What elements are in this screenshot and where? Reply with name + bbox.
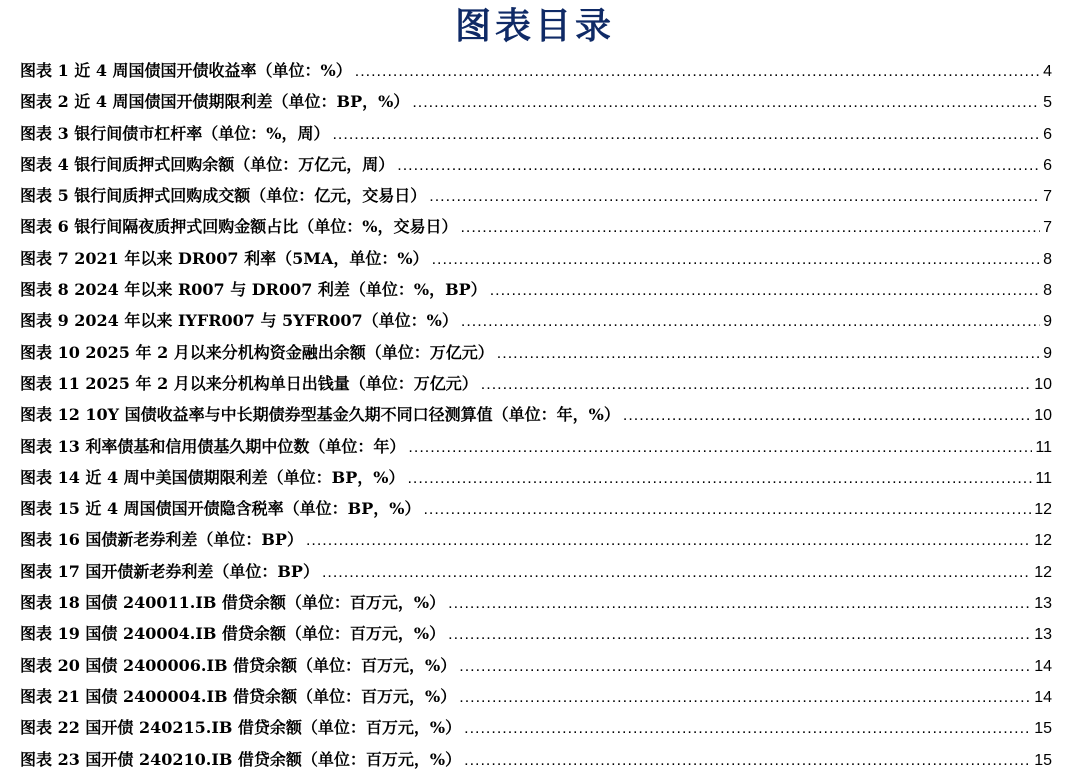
page-title: 图表目录 <box>454 5 615 47</box>
toc-entry[interactable] <box>20 653 1052 684</box>
toc-entry-page-number[interactable]: 10 <box>1034 407 1052 425</box>
toc-entry-page-number[interactable]: 15 <box>1034 720 1052 738</box>
toc-entry-page-number[interactable]: 12 <box>1034 501 1052 519</box>
toc-entry-label[interactable]: 图表 3 银行间债市杠杆率（单位：%，周） <box>20 123 330 143</box>
toc-entry-label[interactable]: 图表 2 近 4 周国债国开债期限利差（单位：BP，%） <box>20 92 410 112</box>
toc-entry-label[interactable]: 图表 23 国开债 240210.IB 借贷余额（单位：百万元，%） <box>20 749 462 769</box>
toc-entry-page-number[interactable]: 11 <box>1035 438 1052 456</box>
toc-entry[interactable] <box>20 684 1052 715</box>
toc-entry-page-number[interactable]: 14 <box>1034 657 1052 675</box>
toc-entry-label[interactable]: 图表 21 国债 2400004.IB 借贷余额（单位：百万元，%） <box>20 686 457 706</box>
dot-leader <box>355 63 1040 81</box>
toc-entry-label[interactable]: 图表 5 银行间质押式回购成交额（单位：亿元，交易日） <box>20 186 427 206</box>
toc-entry[interactable] <box>20 465 1052 496</box>
dot-leader <box>623 407 1031 425</box>
toc-entry-label[interactable]: 图表 7 2021 年以来 DR007 利率（5MA，单位：%） <box>20 248 429 268</box>
toc-entry[interactable] <box>20 58 1052 89</box>
toc-entry-page-number[interactable]: 9 <box>1043 313 1052 331</box>
toc-entry[interactable] <box>20 715 1052 746</box>
toc-entry-page-number[interactable]: 8 <box>1043 250 1052 268</box>
dot-leader <box>459 689 1031 707</box>
dot-leader <box>448 626 1031 644</box>
toc-entry-label[interactable]: 图表 4 银行间质押式回购余额（单位：万亿元，周） <box>20 154 395 174</box>
toc-entry-label[interactable]: 图表 12 10Y 国债收益率与中长期债券型基金久期不同口径测算值（单位：年，%） <box>20 405 620 425</box>
dot-leader <box>432 251 1041 269</box>
dot-leader <box>464 720 1031 738</box>
toc-entry-label[interactable]: 图表 13 利率债基和信用债基久期中位数（单位：年） <box>20 436 406 456</box>
toc-entry[interactable] <box>20 371 1052 402</box>
toc-entry-label[interactable]: 图表 6 银行间隔夜质押式回购金额占比（单位：%，交易日） <box>20 217 458 237</box>
toc-entry-page-number[interactable]: 8 <box>1043 282 1052 300</box>
dot-leader <box>397 157 1040 175</box>
dot-leader <box>448 595 1031 613</box>
toc-entry[interactable] <box>20 246 1052 277</box>
toc-entry-page-number[interactable]: 13 <box>1034 626 1052 644</box>
toc-entry-page-number[interactable]: 10 <box>1034 375 1052 393</box>
toc-entry-label[interactable]: 图表 22 国开债 240215.IB 借贷余额（单位：百万元，%） <box>20 718 462 738</box>
toc-entry[interactable] <box>20 214 1052 245</box>
toc-entry-label[interactable]: 图表 17 国开债新老券利差（单位：BP） <box>20 561 319 581</box>
toc-entry[interactable] <box>20 277 1052 308</box>
toc-entry-label[interactable]: 图表 9 2024 年以来 IYFR007 与 5YFR007（单位：%） <box>20 311 458 331</box>
toc-entry-page-number[interactable]: 12 <box>1034 532 1052 550</box>
dot-leader <box>332 126 1040 144</box>
dot-leader <box>461 313 1040 331</box>
toc-entry-label[interactable]: 图表 18 国债 240011.IB 借贷余额（单位：百万元，%） <box>20 593 446 613</box>
toc-entry[interactable] <box>20 89 1052 120</box>
toc-entry-label[interactable]: 图表 8 2024 年以来 R007 与 DR007 利差（单位：%，BP） <box>20 280 487 300</box>
toc-entry[interactable] <box>20 496 1052 527</box>
dot-leader <box>464 752 1031 770</box>
toc-entry-page-number[interactable]: 7 <box>1043 219 1052 237</box>
toc-entry-label[interactable]: 图表 10 2025 年 2 月以来分机构资金融出余额（单位：万亿元） <box>20 342 494 362</box>
dot-leader <box>490 282 1040 300</box>
toc-entry[interactable] <box>20 590 1052 621</box>
dot-leader <box>459 658 1031 676</box>
toc-entry[interactable] <box>20 340 1052 371</box>
toc-entry-page-number[interactable]: 12 <box>1034 563 1052 581</box>
dot-leader <box>481 376 1031 394</box>
toc-entry-label[interactable]: 图表 19 国债 240004.IB 借贷余额（单位：百万元，%） <box>20 624 446 644</box>
dot-leader <box>306 532 1031 550</box>
toc-entry-page-number[interactable]: 6 <box>1043 125 1052 143</box>
toc-entry-label[interactable]: 图表 11 2025 年 2 月以来分机构单日出钱量（单位：万亿元） <box>20 373 478 393</box>
toc-entry[interactable] <box>20 621 1052 652</box>
dot-leader <box>423 501 1031 519</box>
dot-leader <box>322 564 1031 582</box>
toc-entry[interactable] <box>20 121 1052 152</box>
toc-entry-page-number[interactable]: 4 <box>1043 63 1052 80</box>
toc-entry-page-number[interactable]: 11 <box>1035 469 1052 487</box>
dot-leader <box>408 439 1032 457</box>
toc-entry-page-number[interactable]: 15 <box>1034 751 1052 769</box>
toc-entry-page-number[interactable]: 13 <box>1034 595 1052 613</box>
toc-entry-page-number[interactable]: 9 <box>1043 344 1052 362</box>
toc-entry-page-number[interactable]: 7 <box>1043 188 1052 206</box>
dot-leader <box>412 94 1040 112</box>
toc-entry-page-number[interactable]: 14 <box>1034 688 1052 706</box>
toc-entry-label[interactable]: 图表 15 近 4 周国债国开债隐含税率（单位：BP，%） <box>20 499 421 519</box>
toc-entry[interactable] <box>20 402 1052 433</box>
toc-entry-label[interactable]: 图表 14 近 4 周中美国债期限利差（单位：BP，%） <box>20 467 405 487</box>
dot-leader <box>460 219 1040 237</box>
toc-entry[interactable] <box>20 183 1052 214</box>
toc-entry-label[interactable]: 图表 16 国债新老券利差（单位：BP） <box>20 530 303 550</box>
table-of-figures <box>20 58 1052 778</box>
toc-entry[interactable] <box>20 527 1052 558</box>
toc-entry[interactable] <box>20 434 1052 465</box>
toc-entry[interactable] <box>20 747 1052 778</box>
dot-leader <box>429 188 1040 206</box>
dot-leader <box>407 470 1032 488</box>
toc-entry[interactable] <box>20 308 1052 339</box>
toc-entry-label[interactable]: 图表 20 国债 2400006.IB 借贷余额（单位：百万元，%） <box>20 655 457 675</box>
toc-entry-page-number[interactable]: 5 <box>1043 94 1052 112</box>
toc-entry-label[interactable]: 图表 1 近 4 周国债国开债收益率（单位：%） <box>20 61 352 80</box>
toc-entry[interactable] <box>20 152 1052 183</box>
toc-entry[interactable] <box>20 559 1052 590</box>
toc-entry-page-number[interactable]: 6 <box>1043 156 1052 174</box>
dot-leader <box>497 345 1040 363</box>
